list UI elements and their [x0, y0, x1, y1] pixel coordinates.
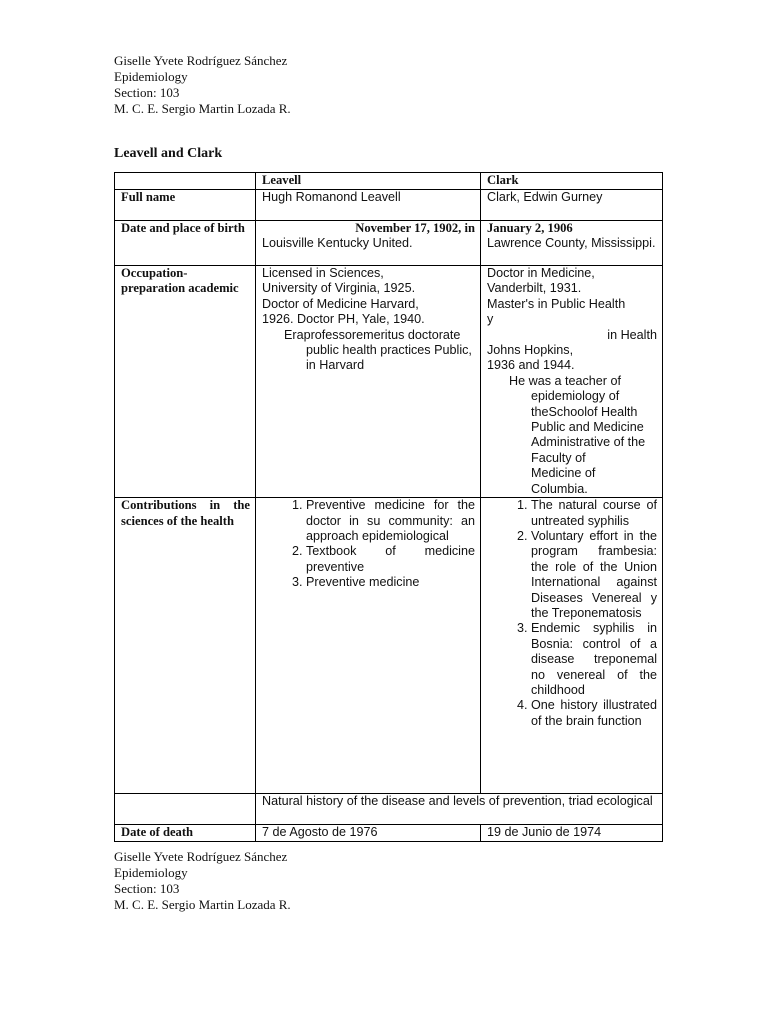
- table-row: [115, 498, 663, 794]
- leavell-birth-date: November 17, 1902, in: [355, 221, 475, 235]
- header-empty-cell: [115, 173, 256, 190]
- author-name: Giselle Yvete Rodríguez Sánchez: [114, 849, 288, 864]
- table-row: [115, 794, 663, 825]
- list-item: 2. Textbook of medicine preventive: [306, 544, 475, 575]
- row-label-contributions: Contributions in the sciences of the health: [115, 498, 256, 794]
- list-item: 4. One history illustrated of the brain function: [531, 698, 657, 729]
- section-number: Section: 103: [114, 85, 180, 100]
- list-item: in Health: [607, 327, 657, 342]
- list-item: Vanderbilt, 1931.: [487, 281, 582, 296]
- list-item: Medicine of: [531, 466, 596, 481]
- list-item: Doctor of Medicine Harvard,: [262, 296, 419, 311]
- leavell-occupation: [256, 266, 481, 498]
- leavell-full-name: Hugh Romanond Leavell: [256, 190, 481, 221]
- column-header-leavell: Leavell: [256, 173, 481, 190]
- list-item: Licensed in Sciences,: [262, 266, 384, 280]
- section-number: Section: 103: [114, 881, 180, 896]
- document-header: [114, 53, 291, 117]
- clark-birth-date: January 2, 1906: [487, 221, 573, 235]
- author-name: Giselle Yvete Rodríguez Sánchez: [114, 53, 288, 68]
- list-item: y: [487, 312, 494, 327]
- list-item: He was a teacher of: [509, 373, 622, 388]
- list-item: 1. Preventive medicine for the doctor in su community: an approach epidemiological: [306, 498, 475, 544]
- list-item: theSchoolof Health: [531, 404, 638, 419]
- joint-row-empty-cell: [115, 794, 256, 825]
- row-label-occupation: Occupation-preparation academic: [115, 266, 256, 498]
- list-item: Master's in Public Health: [487, 296, 626, 311]
- list-item: Faculty of: [531, 450, 586, 465]
- list-item: Columbia.: [531, 481, 588, 496]
- list-item: 1926. Doctor PH, Yale, 1940.: [262, 312, 425, 327]
- leavell-contributions-list: [262, 498, 475, 590]
- list-item: 2. Voluntary effort in the program frambesia: the role of the Union International against Diseases Venereal y the Treponematosis: [531, 529, 657, 621]
- course-name: Epidemiology: [114, 69, 188, 84]
- clark-contributions-list: [487, 498, 657, 729]
- table-row: [115, 221, 663, 266]
- row-label-birth: Date and place of birth: [115, 221, 256, 266]
- table-row: [115, 266, 663, 498]
- table-row: [115, 825, 663, 841]
- list-item: public health practices Public,: [306, 343, 472, 358]
- column-header-clark: Clark: [481, 173, 663, 190]
- clark-birth-cell: [481, 221, 663, 266]
- list-item: 3. Preventive medicine: [306, 575, 475, 590]
- clark-occupation: [481, 266, 663, 498]
- list-item: epidemiology of: [531, 389, 620, 404]
- leavell-birth-cell: [256, 221, 481, 266]
- list-item: Eraprofessoremeritus doctorate: [284, 327, 461, 342]
- comparison-table: [114, 172, 663, 842]
- list-item: University of Virginia, 1925.: [262, 281, 416, 296]
- list-item: 1. The natural course of untreated syphilis: [531, 498, 657, 529]
- row-label-full-name: Full name: [115, 190, 256, 221]
- document-footer: [114, 849, 291, 913]
- list-item: Johns Hopkins,: [487, 343, 574, 358]
- joint-contribution: Natural history of the disease and levels of prevention, triad ecological: [256, 794, 663, 825]
- table-row: [115, 190, 663, 221]
- leavell-death-date: 7 de Agosto de 1976: [256, 825, 481, 841]
- instructor-name: M. C. E. Sergio Martin Lozada R.: [114, 897, 291, 912]
- clark-birth-place: Lawrence County, Mississippi.: [487, 236, 656, 250]
- instructor-name: M. C. E. Sergio Martin Lozada R.: [114, 101, 291, 116]
- list-item: Doctor in Medicine,: [487, 266, 595, 280]
- document-title: Leavell and Clark: [114, 146, 223, 161]
- list-item: Public and Medicine: [531, 420, 644, 435]
- row-label-death: Date of death: [115, 825, 256, 841]
- list-item: 3. Endemic syphilis in Bosnia: control of a disease treponemal no venereal of the childhood: [531, 621, 657, 698]
- table-header-row: [115, 173, 663, 190]
- clark-full-name: Clark, Edwin Gurney: [481, 190, 663, 221]
- leavell-contributions: [256, 498, 481, 794]
- clark-death-date: 19 de Junio de 1974: [481, 825, 663, 841]
- list-item: 1936 and 1944.: [487, 358, 575, 373]
- leavell-birth-place: Louisville Kentucky United.: [262, 236, 413, 250]
- list-item: in Harvard: [306, 358, 365, 373]
- list-item: Administrative of the: [531, 435, 646, 450]
- clark-contributions: [481, 498, 663, 794]
- course-name: Epidemiology: [114, 865, 188, 880]
